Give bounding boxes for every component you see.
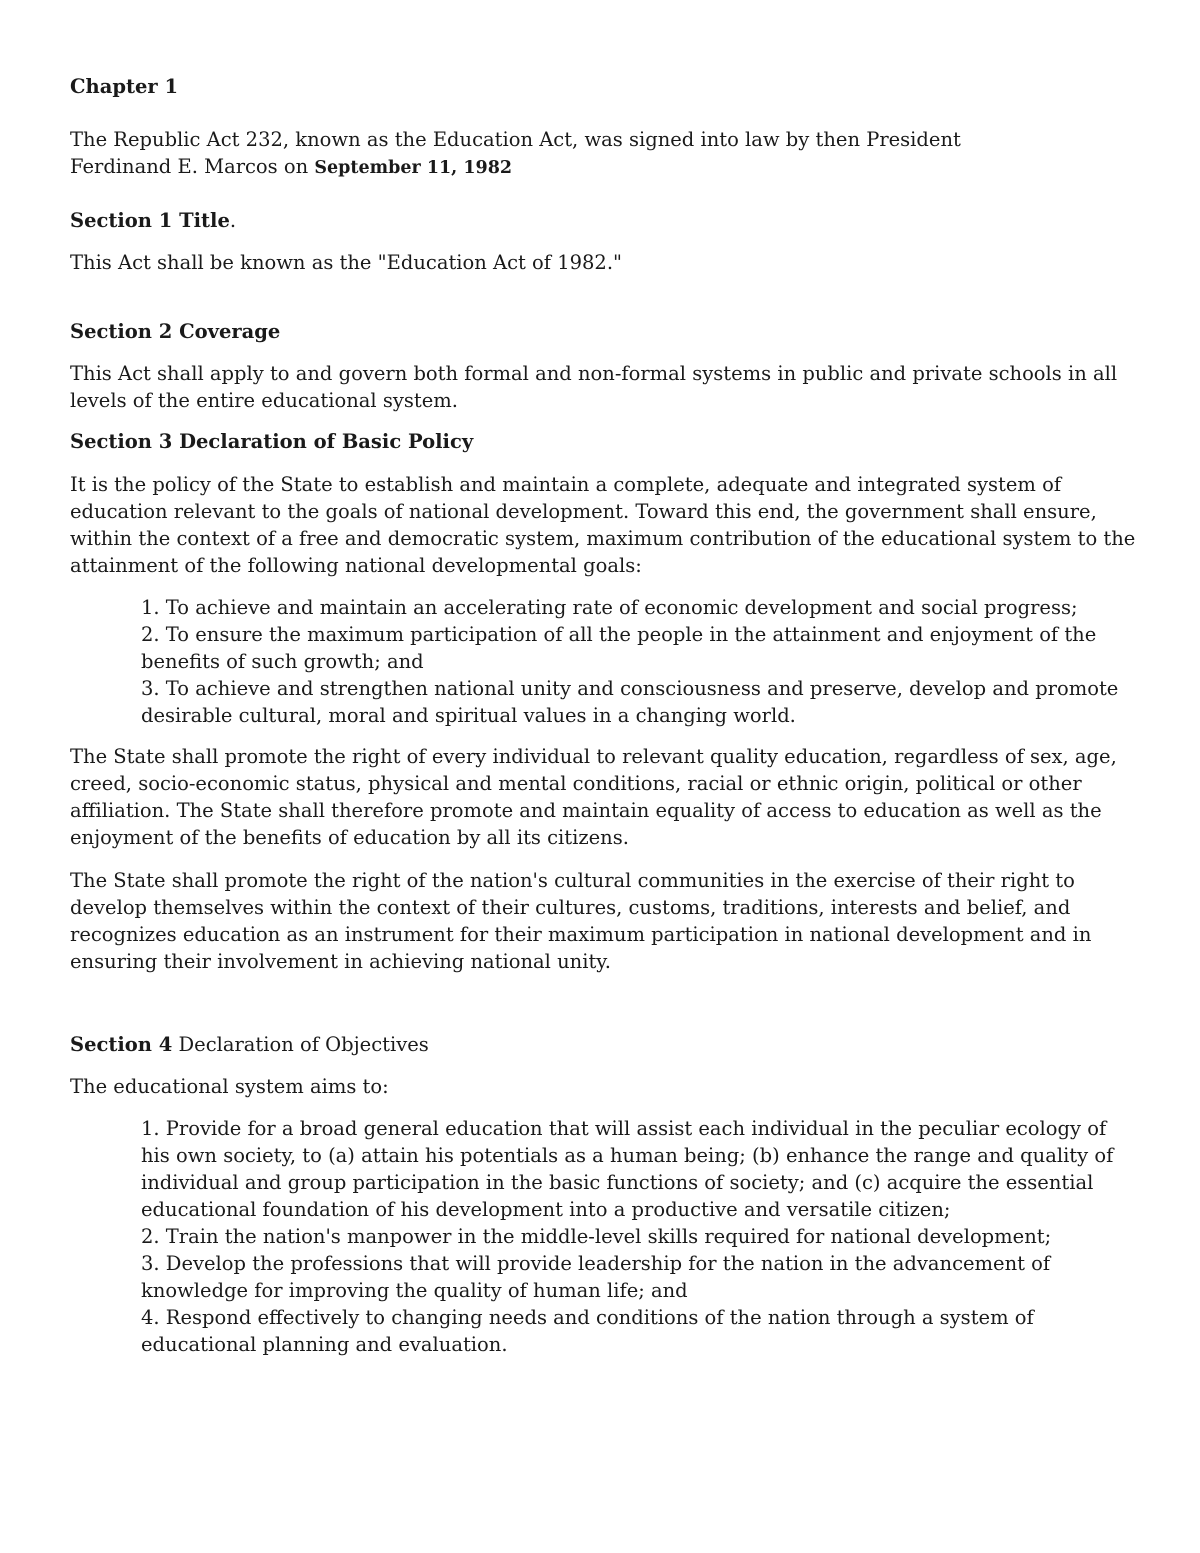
list-item: 2. Train the nation's manpower in the middle-level skills required for national development; [141,1225,1052,1248]
intro-line-2-text: Ferdinand E. Marcos on [70,155,315,178]
chapter-heading: Chapter 1 [70,75,179,98]
signing-date: September 11, 1982 [314,158,513,178]
list-item: 1. Provide for a broad general education that will assist each individual in the peculiar ecology of his own society, to (a) attain his potentials as a human being; (b) enhance the range and quality of individual and group participation in the basic functions of society; and (c) acquire the essential educational foundation of his development into a productive and versatile citizen; [141,1117,1114,1221]
section-1-title: Section 1 Title [70,209,230,232]
section-4-objectives-list [141,1115,1130,1358]
section-3-goals-list [141,594,1130,729]
section-4-heading [70,1031,1140,1058]
list-item: 3. To achieve and strengthen national unity and consciousness and preserve, develop and promote desirable cultural, moral and spiritual values in a changing world. [141,677,1119,727]
section-4-title: Declaration of Objectives [172,1033,429,1056]
section-1-body: This Act shall be known as the "Education Act of 1982." [70,251,623,274]
section-3-body-3: The State shall promote the right of the nation's cultural communities in the exercise of their right to develop themselves within the context of their cultures, customs, traditions, interests and belief, and recognizes education as an instrument for their maximum participation in national development and in ensuring their involvement in achieving national unity. [70,869,1092,973]
section-1-heading [70,207,1140,234]
section-3-heading: Section 3 Declaration of Basic Policy [70,430,474,453]
list-item: 4. Respond effectively to changing needs and conditions of the nation through a system of educational planning and evaluation. [141,1306,1034,1356]
section-2-body: This Act shall apply to and govern both formal and non-formal systems in public and private schools in all levels of the entire educational system. [70,362,1118,412]
section-2-heading: Section 2 Coverage [70,320,281,343]
intro-line-1: The Republic Act 232, known as the Education Act, was signed into law by then President [70,128,961,151]
section-4-number: Section 4 [70,1033,173,1056]
section-1-title-period: . [229,209,237,232]
list-item: 2. To ensure the maximum participation of all the people in the attainment and enjoyment of the benefits of such growth; and [141,623,1097,673]
list-item: 1. To achieve and maintain an accelerating rate of economic development and social progress; [141,596,1078,619]
section-4-intro: The educational system aims to: [70,1075,389,1098]
section-3-body-1: It is the policy of the State to establish and maintain a complete, adequate and integrated system of education relevant to the goals of national development. Toward this end, the government shall ensure, within the context of a free and democratic system, maximum contribution of the educational system to the attainment of the following national developmental goals: [70,473,1136,577]
intro-line-2 [70,153,1140,182]
section-3-body-2: The State shall promote the right of every individual to relevant quality education, regardless of sex, age, creed, socio-economic status, physical and mental conditions, racial or ethnic origin, political or other affiliation. The State shall therefore promote and maintain equality of access to education as well as the enjoyment of the benefits of education by all its citizens. [70,745,1117,849]
list-item: 3. Develop the professions that will provide leadership for the nation in the advancement of knowledge for improving the quality of human life; and [141,1252,1051,1302]
intro-paragraph [70,126,1140,182]
